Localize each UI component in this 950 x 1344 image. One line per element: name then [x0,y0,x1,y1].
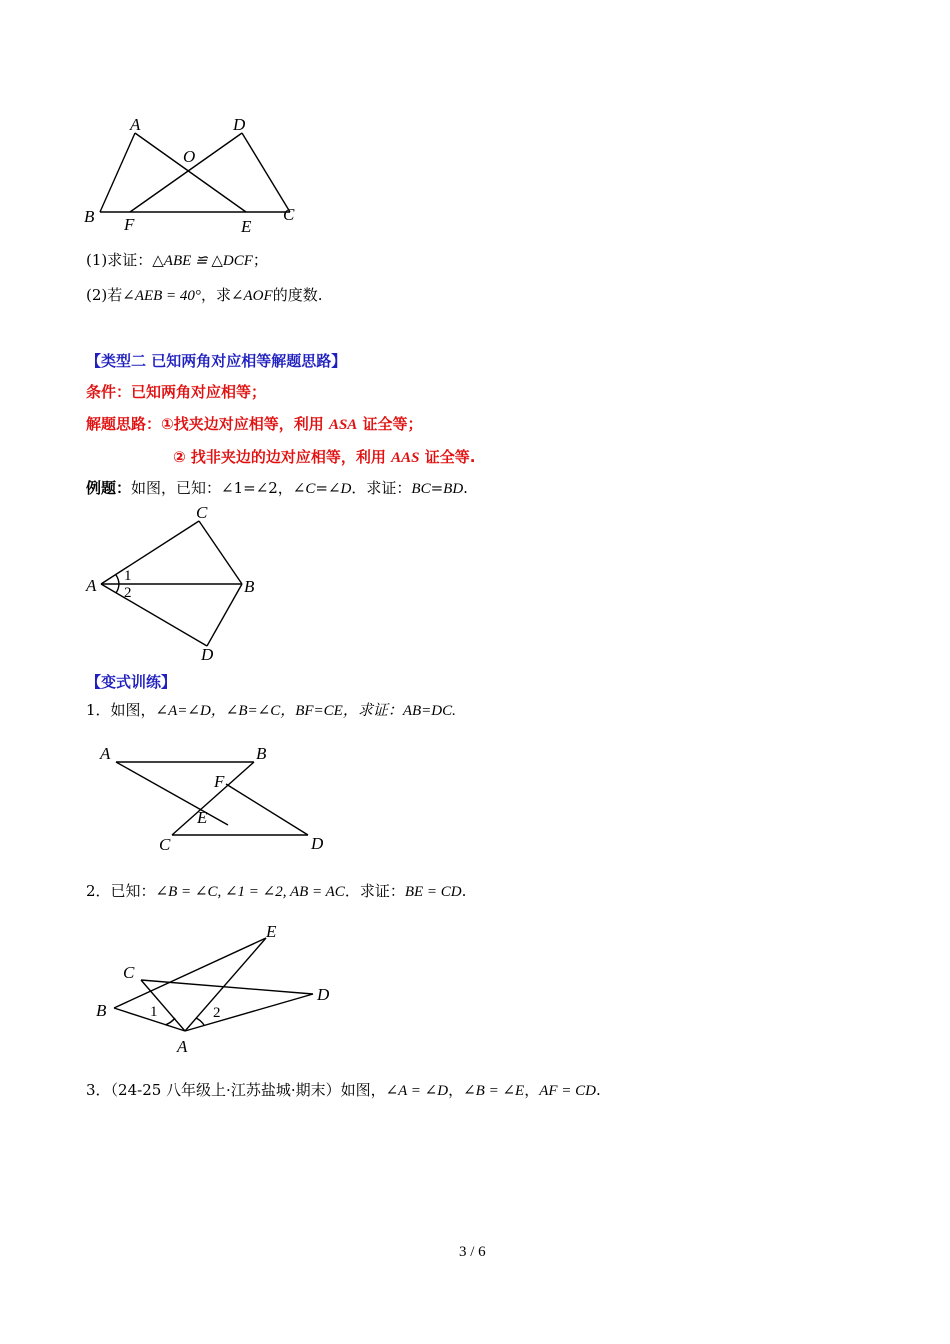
label-c: C [196,503,208,522]
label-a: A [100,744,111,763]
variant-heading: 【变式训练】 [86,673,177,691]
label-b: B [256,744,267,763]
label-e: E [241,217,252,236]
label-d: D [233,115,246,134]
label-a: A [130,115,141,134]
label-c: C [159,835,171,854]
label-d: D [317,985,330,1004]
label-d: D [201,645,214,664]
angle-1-label: 1 [124,568,132,584]
label-f: F [124,215,135,234]
label-b: B [84,207,95,226]
label-d: D [311,834,324,853]
label-a: A [86,576,97,595]
angle-1-label: 1 [150,1004,158,1020]
label-b: B [244,577,255,596]
label-e: E [197,808,208,827]
angle-2-label: 2 [213,1005,221,1021]
label-c: C [283,205,295,224]
label-b: B [96,1001,107,1020]
example-line: 例题：如图，已知：∠1=∠2，∠C=∠D．求证：BC=BD. [86,479,468,497]
label-o: O [183,147,196,166]
page-number: 3 / 6 [459,1244,486,1260]
label-f: F [214,772,225,791]
problem-3: 3．（24-25 八年级上·江苏盐城·期末）如图，∠A = ∠D，∠B = ∠E，AF = CD. [86,1081,601,1099]
question-2: (2)若∠AEB = 40°，求∠AOF的度数. [86,286,323,304]
type2-idea-2: ② 找非夹边的边对应相等，利用 AAS 证全等. [173,448,476,466]
label-a: A [177,1037,188,1056]
label-c: C [123,963,135,982]
type2-condition: 条件：已知两角对应相等； [86,383,267,401]
type2-heading: 【类型二 已知两角对应相等解题思路】 [86,352,347,370]
angle-2-label: 2 [124,585,132,601]
problem-2: 2．已知：∠B = ∠C, ∠1 = ∠2, AB = AC．求证：BE = CD. [86,882,467,900]
label-e: E [266,922,277,941]
problem-1: 1．如图，∠A=∠D，∠B=∠C，BF=CE，求证：AB=DC. [86,701,456,719]
question-1: (1)求证：△ABE ≌ △DCF； [86,251,268,269]
type2-idea-1: 解题思路：①找夹边对应相等，利用 ASA 证全等； [86,415,423,433]
